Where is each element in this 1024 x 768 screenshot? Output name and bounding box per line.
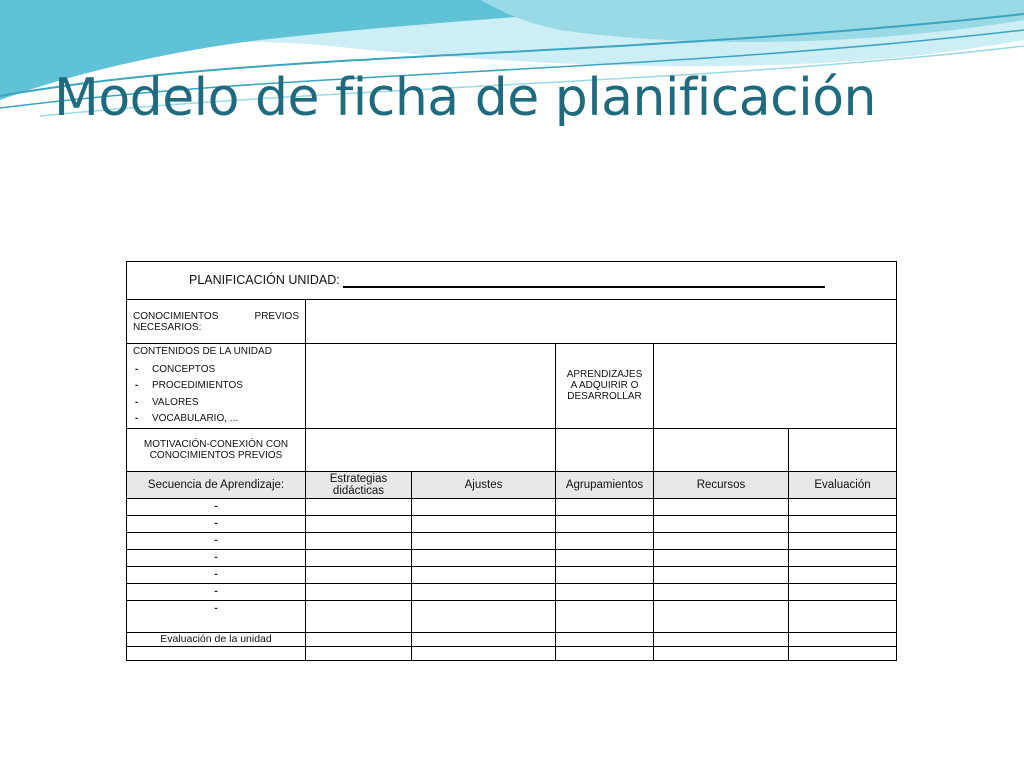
unit-evaluation-row <box>127 646 897 660</box>
learning-label-line: A ADQUIRIR O <box>570 380 639 392</box>
motivation-label-line: MOTIVACIÓN-CONEXIÓN CON <box>143 438 289 450</box>
column-header-evaluation: Evaluación <box>789 471 897 498</box>
grid-cell[interactable] <box>306 498 412 515</box>
column-header-groupings: Agrupamientos <box>556 471 654 498</box>
column-header-strategies-line: didácticas <box>332 484 385 497</box>
grid-cell[interactable] <box>789 515 897 532</box>
contents-item: - PROCEDIMIENTOS <box>133 378 299 395</box>
grid-cell[interactable] <box>556 583 654 600</box>
planning-form <box>126 261 896 660</box>
grid-cell[interactable] <box>306 583 412 600</box>
sequence-mark: - <box>127 532 306 549</box>
prev-knowledge-input-cell[interactable] <box>306 300 897 344</box>
grid-cell[interactable] <box>654 600 789 632</box>
contents-list <box>133 362 299 428</box>
sequence-row <box>127 515 897 532</box>
motivation-label-line: CONOCIMIENTOS PREVIOS <box>149 449 283 461</box>
grid-cell[interactable] <box>306 646 412 660</box>
grid-cell[interactable] <box>789 583 897 600</box>
motivation-label-cell <box>127 428 306 471</box>
grid-cell[interactable] <box>412 515 556 532</box>
motivation-row <box>127 428 897 471</box>
column-header-adjustments: Ajustes <box>412 471 556 498</box>
sequence-row <box>127 583 897 600</box>
grid-cell[interactable] <box>556 566 654 583</box>
grid-cell[interactable] <box>789 566 897 583</box>
sequence-row <box>127 532 897 549</box>
grid-cell[interactable] <box>412 632 556 646</box>
sequence-row <box>127 549 897 566</box>
column-header-sequence: Secuencia de Aprendizaje: <box>127 471 306 498</box>
sequence-row <box>127 498 897 515</box>
grid-cell[interactable] <box>306 632 412 646</box>
motivation-input-cell[interactable] <box>306 428 556 471</box>
grid-cell[interactable] <box>127 646 306 660</box>
sequence-mark: - <box>127 549 306 566</box>
unit-title-label: PLANIFICACIÓN UNIDAD: <box>189 273 340 287</box>
grid-cell[interactable] <box>556 549 654 566</box>
unit-evaluation-row <box>127 632 897 646</box>
grid-cell[interactable] <box>654 515 789 532</box>
prev-knowledge-label-cell <box>127 300 306 344</box>
grid-cell[interactable] <box>306 600 412 632</box>
grid-cell[interactable] <box>412 532 556 549</box>
contents-heading: CONTENIDOS DE LA UNIDAD <box>133 346 272 357</box>
grid-cell[interactable] <box>412 566 556 583</box>
learning-label-line: APRENDIZAJES <box>566 369 643 381</box>
grid-cell[interactable] <box>789 532 897 549</box>
column-header-strategies-line: Estrategias <box>329 472 388 485</box>
learning-input-cell[interactable] <box>654 344 897 429</box>
motivation-input-cell[interactable] <box>789 428 897 471</box>
grid-cell[interactable] <box>789 646 897 660</box>
grid-cell[interactable] <box>654 498 789 515</box>
grid-cell[interactable] <box>556 498 654 515</box>
column-header-strategies <box>306 471 412 498</box>
prev-knowledge-row <box>127 300 897 344</box>
grid-cell[interactable] <box>556 632 654 646</box>
unit-title-row <box>127 262 897 300</box>
grid-cell[interactable] <box>412 583 556 600</box>
sequence-mark: - <box>127 566 306 583</box>
grid-cell[interactable] <box>306 566 412 583</box>
grid-cell[interactable] <box>306 549 412 566</box>
grid-cell[interactable] <box>789 549 897 566</box>
slide-title: Modelo de ficha de planificación <box>54 68 876 128</box>
grid-cell[interactable] <box>789 600 897 632</box>
grid-cell[interactable] <box>412 600 556 632</box>
learning-label-cell <box>556 344 654 429</box>
learning-label-line: DESARROLLAR <box>567 391 642 403</box>
grid-cell[interactable] <box>556 515 654 532</box>
planning-table <box>126 261 897 661</box>
contents-label-cell <box>127 344 306 429</box>
contents-input-cell[interactable] <box>306 344 556 429</box>
prev-knowledge-line1-right: PREVIOS <box>254 310 299 322</box>
unit-title-cell <box>127 262 897 300</box>
grid-cell[interactable] <box>654 632 789 646</box>
column-header-row <box>127 471 897 498</box>
grid-cell[interactable] <box>412 646 556 660</box>
grid-cell[interactable] <box>789 632 897 646</box>
sequence-row <box>127 566 897 583</box>
prev-knowledge-line2: NECESARIOS: <box>133 321 202 333</box>
grid-cell[interactable] <box>556 532 654 549</box>
unit-title-underline <box>343 286 825 288</box>
motivation-input-cell[interactable] <box>556 428 654 471</box>
grid-cell[interactable] <box>654 566 789 583</box>
grid-cell[interactable] <box>556 646 654 660</box>
grid-cell[interactable] <box>306 532 412 549</box>
sequence-mark: - <box>127 515 306 532</box>
sequence-mark: - <box>127 498 306 515</box>
contents-item: - VOCABULARIO, ... <box>133 411 299 428</box>
contents-row <box>127 344 897 429</box>
motivation-input-cell[interactable] <box>654 428 789 471</box>
grid-cell[interactable] <box>654 583 789 600</box>
contents-item: - VALORES <box>133 395 299 412</box>
prev-knowledge-line1-left: CONOCIMIENTOS <box>133 310 219 322</box>
grid-cell[interactable] <box>412 549 556 566</box>
grid-cell[interactable] <box>556 600 654 632</box>
contents-item: - CONCEPTOS <box>133 362 299 379</box>
grid-cell[interactable] <box>412 498 556 515</box>
sequence-mark: - <box>127 583 306 600</box>
sequence-mark: - <box>127 600 306 632</box>
grid-cell[interactable] <box>654 646 789 660</box>
grid-cell[interactable] <box>654 532 789 549</box>
sequence-row <box>127 600 897 632</box>
grid-cell[interactable] <box>789 498 897 515</box>
unit-evaluation-label: Evaluación de la unidad <box>127 632 306 646</box>
grid-cell[interactable] <box>654 549 789 566</box>
grid-cell[interactable] <box>306 515 412 532</box>
column-header-resources: Recursos <box>654 471 789 498</box>
